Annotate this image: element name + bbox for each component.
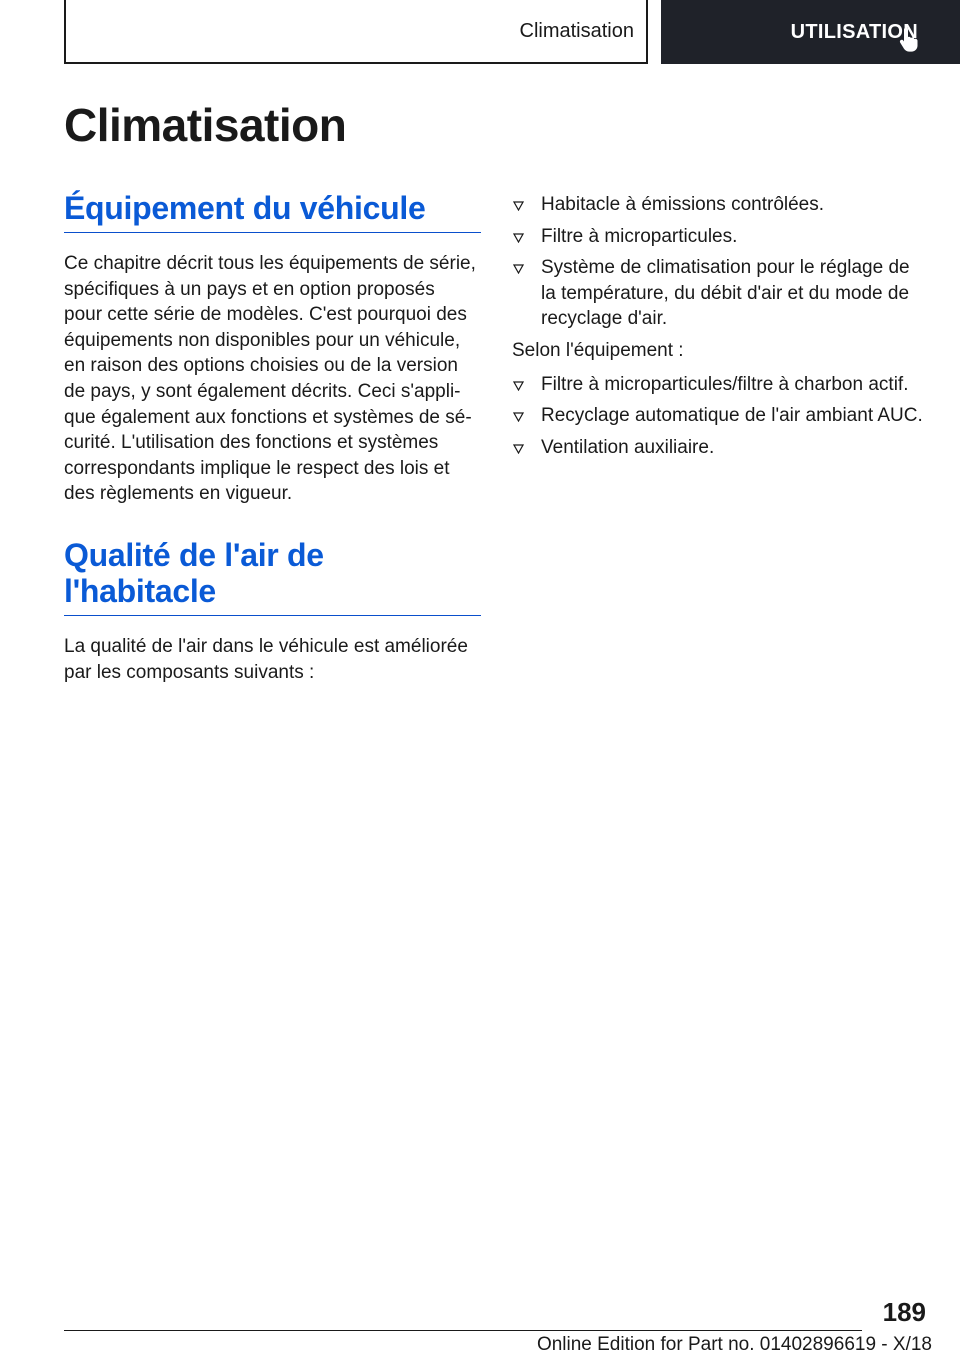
section-heading-equipment: Équipement du véhicule — [64, 190, 481, 233]
header-section-title: Climatisation — [519, 19, 634, 42]
list-item: Système de climatisation pour le réglage de la température, du débit d'air et du mode de recyclage d'air. — [512, 255, 932, 332]
section-heading-air-quality: Qualité de l'air de l'habitacle — [64, 537, 481, 616]
air-quality-paragraph: La qualité de l'air dans le véhicule est améliorée par les composants suivants : — [64, 635, 468, 683]
footer-edition: Online Edition for Part no. 01402896619 - X/18 — [536, 1334, 932, 1355]
right-column — [512, 192, 932, 466]
equipment-paragraph: Ce chapitre décrit tous les équipements de série, spécifiques à un pays et en option proposés pour cette série de modèles. C'est pourquoi des équipements non disponibles pour un véhicule, en raison des options choisies ou de la version de pays, y sont également décrits. Ceci s'appli- que également aux fonctions et systèmes de sé- curité. L'utilisation des fonctions et systèmes correspondants implique le respect des lois et des règlements en vigueur. — [64, 253, 476, 505]
optional-component-list — [512, 372, 932, 461]
triangle-bullet-icon — [513, 201, 524, 211]
page-number: 189 — [882, 1297, 926, 1327]
list-item: Recyclage automatique de l'air ambiant AUC. — [512, 403, 932, 429]
header-chapter-title: UTILISATION — [790, 20, 918, 43]
triangle-bullet-icon — [513, 412, 524, 422]
triangle-bullet-icon — [513, 233, 524, 243]
page-title: Climatisation — [64, 99, 347, 151]
component-list — [512, 192, 932, 332]
pointing-hand-icon — [898, 26, 920, 52]
triangle-bullet-icon — [513, 264, 524, 274]
triangle-bullet-icon — [513, 381, 524, 391]
header-chapter-tab[interactable] — [661, 0, 960, 64]
left-column — [64, 190, 481, 685]
footer-divider — [64, 1330, 862, 1331]
list-item: Filtre à microparticules. — [512, 224, 932, 250]
list-item: Filtre à microparticules/filtre à charbon actif. — [512, 372, 932, 398]
list-item: Ventilation auxiliaire. — [512, 435, 932, 461]
header-section-box — [64, 0, 648, 64]
equipment-note: Selon l'équipement : — [512, 339, 684, 361]
list-item: Habitacle à émissions contrôlées. — [512, 192, 932, 218]
triangle-bullet-icon — [513, 444, 524, 454]
